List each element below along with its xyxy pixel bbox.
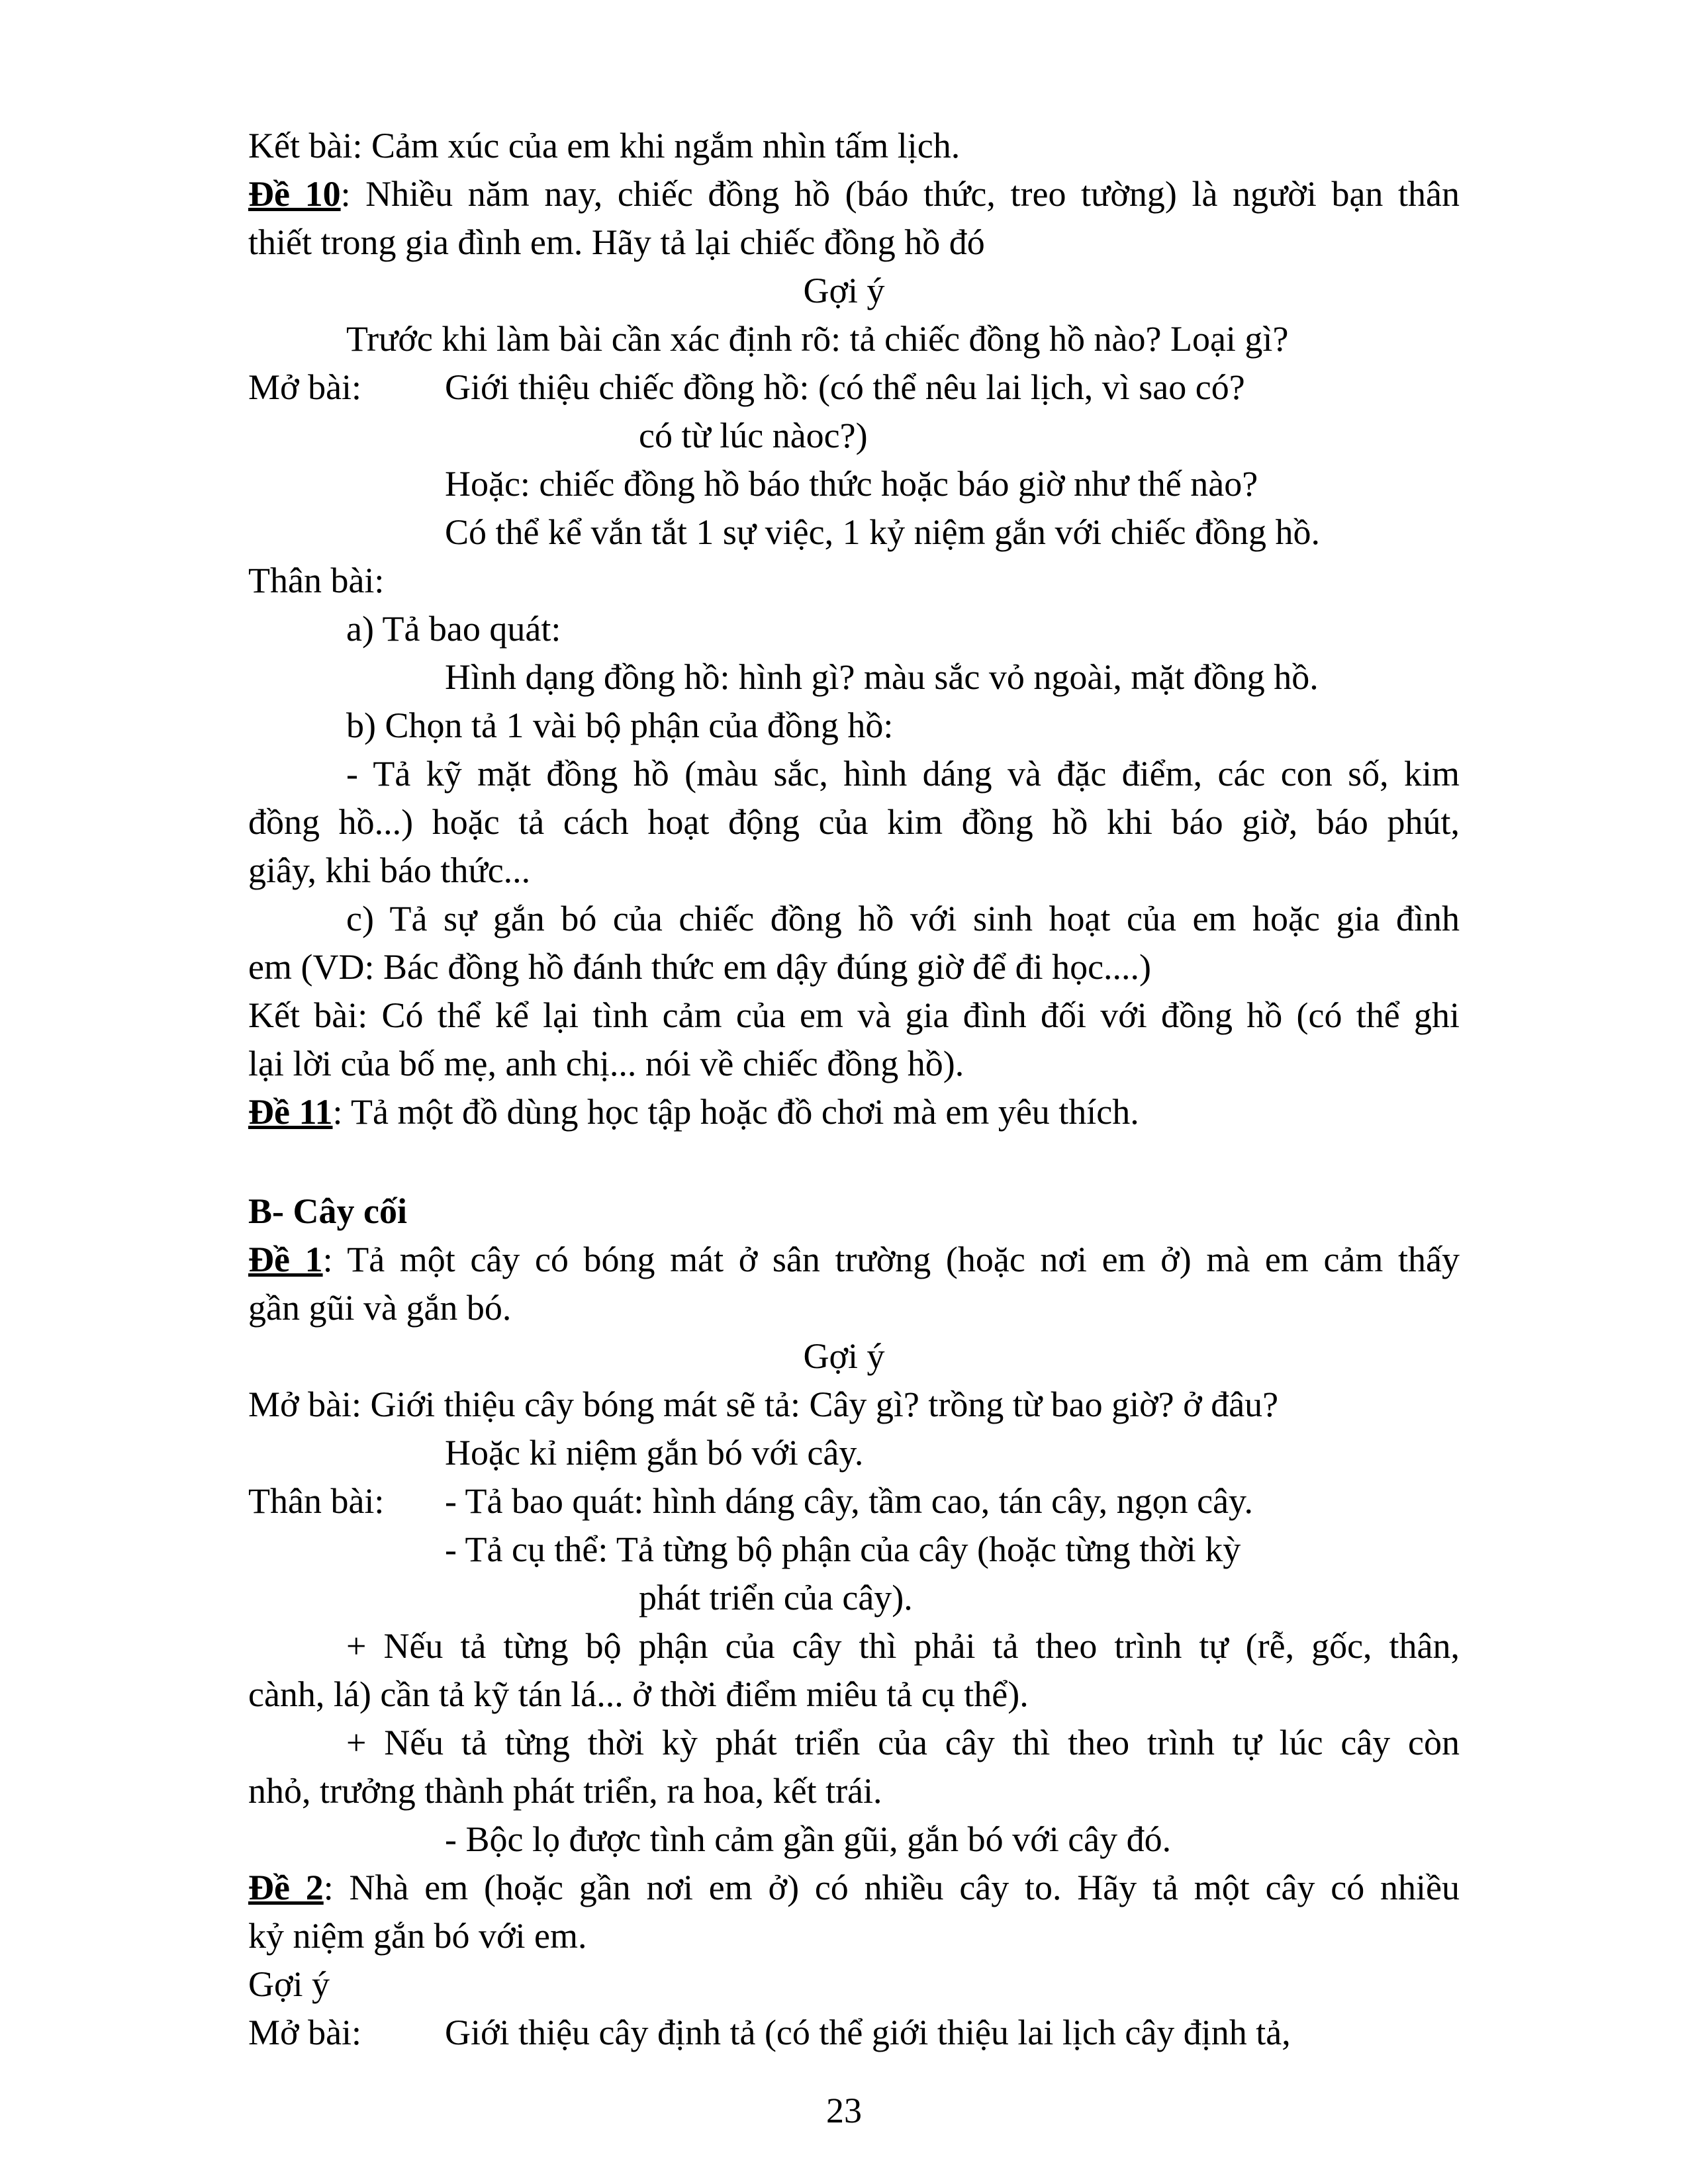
exercise-label: Đề 10 — [248, 174, 341, 214]
text-line: thiết trong gia đình em. Hãy tả lại chiếc đồng hồ đó — [248, 222, 985, 262]
text-line: Hoặc: chiếc đồng hồ báo thức hoặc báo giờ như thế nào? — [445, 464, 1258, 504]
section-label: Thân bài: — [248, 1481, 385, 1521]
text-line: Trước khi làm bài cần xác định rõ: tả chiếc đồng hồ nào? Loại gì? — [346, 319, 1289, 359]
text-line: - Tả cụ thể: Tả từng bộ phận của cây (hoặc từng thời kỳ — [445, 1529, 1241, 1569]
text-line: + Nếu tả từng bộ phận của cây thì phải tả theo trình tự (rễ, gốc, thân, — [346, 1626, 1460, 1666]
text-line: gần gũi và gắn bó. — [248, 1288, 512, 1328]
text-line: có từ lúc nàoc?) — [639, 416, 868, 455]
text-line: Hình dạng đồng hồ: hình gì? màu sắc vỏ ngoài, mặt đồng hồ. — [445, 657, 1319, 697]
page-number: 23 — [826, 2091, 862, 2130]
hint-heading: Gợi ý — [248, 1964, 330, 2004]
intro-section — [248, 2013, 1460, 2052]
exercise-text: : Nhà em (hoặc gần nơi em ở) có nhiều cây to. Hãy tả một cây có nhiều — [323, 1868, 1460, 1907]
section-label: Mở bài: — [248, 2013, 362, 2052]
text-line: Hoặc kỉ niệm gắn bó với cây. — [445, 1433, 864, 1473]
section-text: - Tả bao quát: hình dáng cây, tầm cao, tán cây, ngọn cây. — [445, 1481, 1254, 1521]
section-b-heading: B- Cây cối — [248, 1191, 407, 1231]
exercise-text: : Nhiều năm nay, chiếc đồng hồ (báo thức, treo tường) là người bạn thân — [340, 174, 1460, 214]
section-label: Mở bài: — [248, 367, 362, 407]
body-section — [248, 1481, 1460, 1521]
body-section-label: Thân bài: — [248, 561, 385, 600]
text-line: - Tả kỹ mặt đồng hồ (màu sắc, hình dáng và đặc điểm, các con số, kim — [346, 754, 1460, 794]
exercise-1-heading — [248, 1240, 1460, 1279]
text-line: lại lời của bố mẹ, anh chị... nói về chiếc đồng hồ). — [248, 1044, 964, 1083]
intro-section — [248, 367, 1460, 407]
exercise-10-heading — [248, 174, 1460, 214]
text-line: b) Chọn tả 1 vài bộ phận của đồng hồ: — [346, 705, 894, 745]
text-line: Kết bài: Cảm xúc của em khi ngắm nhìn tấm lịch. — [248, 126, 961, 165]
text-line: nhỏ, trưởng thành phát triển, ra hoa, kết trái. — [248, 1771, 882, 1811]
hint-heading: Gợi ý — [803, 1336, 885, 1376]
exercise-label: Đề 2 — [248, 1868, 324, 1907]
hint-heading: Gợi ý — [803, 271, 885, 310]
exercise-text: : Tả một đồ dùng học tập hoặc đồ chơi mà em yêu thích. — [332, 1092, 1139, 1132]
text-line: Mở bài: Giới thiệu cây bóng mát sẽ tả: Cây gì? trồng từ bao giờ? ở đâu? — [248, 1385, 1279, 1424]
exercise-2-heading — [248, 1868, 1460, 1907]
exercise-label: Đề 1 — [248, 1240, 323, 1279]
exercise-text: : Tả một cây có bóng mát ở sân trường (hoặc nơi em ở) mà em cảm thấy — [322, 1240, 1460, 1279]
text-line: Kết bài: Có thể kể lại tình cảm của em và gia đình đối với đồng hồ (có thể ghi — [248, 995, 1460, 1035]
exercise-11-heading — [248, 1092, 1460, 1132]
text-line: đồng hồ...) hoặc tả cách hoạt động của kim đồng hồ khi báo giờ, báo phút, — [248, 802, 1460, 842]
text-line: a) Tả bao quát: — [346, 609, 561, 649]
text-line: kỷ niệm gắn bó với em. — [248, 1916, 587, 1956]
section-text: Giới thiệu cây định tả (có thể giới thiệu lai lịch cây định tả, — [445, 2013, 1291, 2052]
text-line: giây, khi báo thức... — [248, 850, 531, 890]
text-line: + Nếu tả từng thời kỳ phát triển của cây thì theo trình tự lúc cây còn — [346, 1723, 1460, 1762]
text-line: Có thể kể vắn tắt 1 sự việc, 1 kỷ niệm gắn với chiếc đồng hồ. — [445, 512, 1321, 552]
section-text: Giới thiệu chiếc đồng hồ: (có thể nêu lai lịch, vì sao có? — [445, 367, 1245, 407]
text-line: phát triển của cây). — [639, 1578, 913, 1617]
exercise-label: Đề 11 — [248, 1092, 333, 1132]
text-line: c) Tả sự gắn bó của chiếc đồng hồ với sinh hoạt của em hoặc gia đình — [346, 899, 1460, 938]
text-line: - Bộc lọ được tình cảm gần gũi, gắn bó với cây đó. — [445, 1819, 1172, 1859]
text-line: em (VD: Bác đồng hồ đánh thức em dậy đúng giờ để đi học....) — [248, 947, 1152, 987]
text-line: cành, lá) cần tả kỹ tán lá... ở thời điểm miêu tả cụ thể). — [248, 1674, 1029, 1714]
